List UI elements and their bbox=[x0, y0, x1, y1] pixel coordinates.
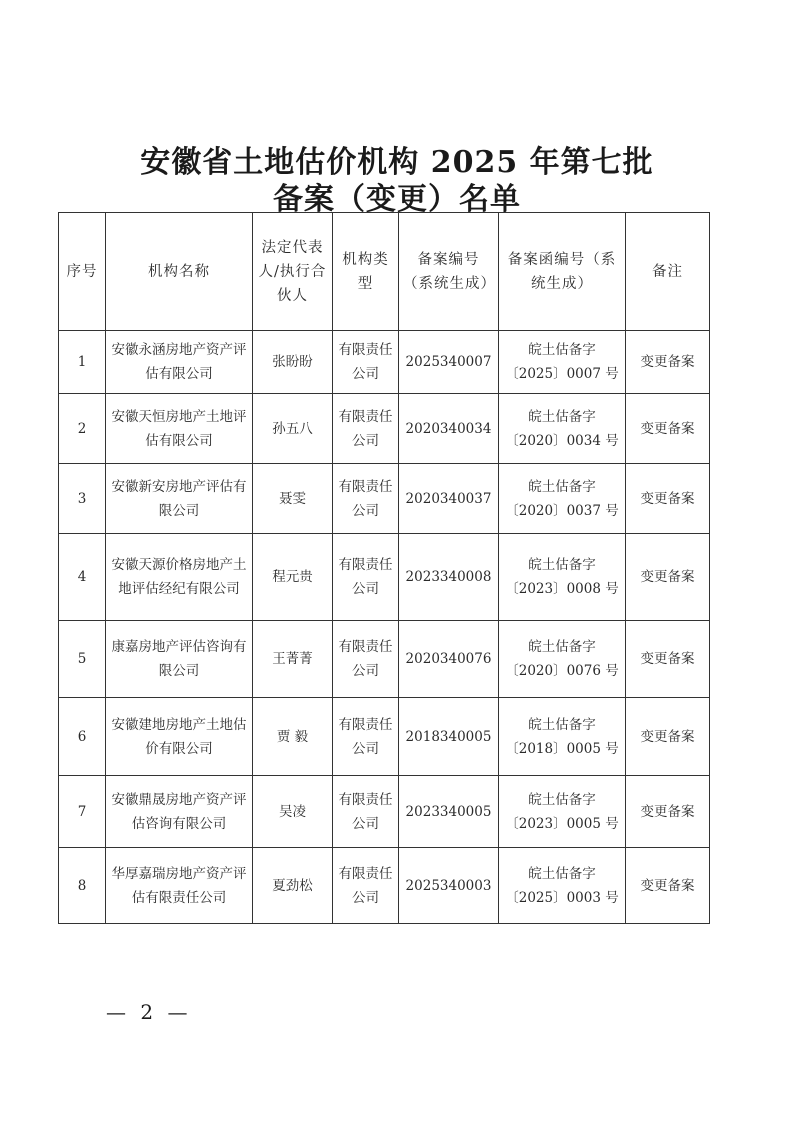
cell-record-code: 2020340076 bbox=[399, 621, 499, 698]
cell-legal-rep: 贾 毅 bbox=[253, 698, 333, 776]
table-row bbox=[59, 464, 710, 534]
cell-letter-code: 皖土估备字〔2023〕0008 号 bbox=[499, 534, 626, 621]
header-no: 序号 bbox=[59, 213, 106, 331]
cell-remark: 变更备案 bbox=[626, 394, 710, 464]
cell-legal-rep: 王菁菁 bbox=[253, 621, 333, 698]
cell-record-code: 2025340003 bbox=[399, 848, 499, 924]
cell-no: 8 bbox=[59, 848, 106, 924]
cell-remark: 变更备案 bbox=[626, 464, 710, 534]
cell-record-code: 2018340005 bbox=[399, 698, 499, 776]
table-row bbox=[59, 534, 710, 621]
cell-remark: 变更备案 bbox=[626, 534, 710, 621]
cell-record-code: 2020340034 bbox=[399, 394, 499, 464]
document-title-line2: 备案（变更）名单 bbox=[273, 182, 521, 217]
cell-letter-code: 皖土估备字〔2020〕0076 号 bbox=[499, 621, 626, 698]
header-org-type: 机构类型 bbox=[333, 213, 399, 331]
cell-letter-code: 皖土估备字〔2023〕0005 号 bbox=[499, 776, 626, 848]
cell-letter-code: 皖土估备字〔2025〕0007 号 bbox=[499, 331, 626, 394]
cell-legal-rep: 孙五八 bbox=[253, 394, 333, 464]
cell-remark: 变更备案 bbox=[626, 331, 710, 394]
cell-no: 4 bbox=[59, 534, 106, 621]
cell-org-type: 有限责任公司 bbox=[333, 698, 399, 776]
cell-record-code: 2020340037 bbox=[399, 464, 499, 534]
cell-no: 3 bbox=[59, 464, 106, 534]
cell-record-code: 2025340007 bbox=[399, 331, 499, 394]
cell-no: 2 bbox=[59, 394, 106, 464]
cell-record-code: 2023340005 bbox=[399, 776, 499, 848]
cell-org-type: 有限责任公司 bbox=[333, 621, 399, 698]
cell-org-type: 有限责任公司 bbox=[333, 464, 399, 534]
cell-org-name: 安徽建地房地产土地估价有限公司 bbox=[106, 698, 253, 776]
cell-remark: 变更备案 bbox=[626, 698, 710, 776]
cell-org-name: 康嘉房地产评估咨询有限公司 bbox=[106, 621, 253, 698]
table-row bbox=[59, 394, 710, 464]
cell-no: 1 bbox=[59, 331, 106, 394]
cell-org-type: 有限责任公司 bbox=[333, 394, 399, 464]
document-title-line1: 安徽省土地估价机构 2025 年第七批 bbox=[140, 145, 654, 180]
cell-org-type: 有限责任公司 bbox=[333, 848, 399, 924]
table-row bbox=[59, 848, 710, 924]
cell-org-name: 华厚嘉瑞房地产资产评估有限责任公司 bbox=[106, 848, 253, 924]
table-row bbox=[59, 776, 710, 848]
cell-legal-rep: 夏劲松 bbox=[253, 848, 333, 924]
cell-org-type: 有限责任公司 bbox=[333, 331, 399, 394]
table-row bbox=[59, 698, 710, 776]
cell-org-name: 安徽永涵房地产资产评估有限公司 bbox=[106, 331, 253, 394]
cell-letter-code: 皖土估备字〔2018〕0005 号 bbox=[499, 698, 626, 776]
cell-remark: 变更备案 bbox=[626, 848, 710, 924]
table-header-row bbox=[59, 213, 710, 331]
header-legal-rep: 法定代表人/执行合伙人 bbox=[253, 213, 333, 331]
header-org-name: 机构名称 bbox=[106, 213, 253, 331]
cell-org-name: 安徽鼎晟房地产资产评估咨询有限公司 bbox=[106, 776, 253, 848]
filing-roster-table bbox=[58, 212, 710, 924]
cell-record-code: 2023340008 bbox=[399, 534, 499, 621]
header-remark: 备注 bbox=[626, 213, 710, 331]
cell-no: 7 bbox=[59, 776, 106, 848]
table-row bbox=[59, 621, 710, 698]
table-row bbox=[59, 331, 710, 394]
cell-remark: 变更备案 bbox=[626, 776, 710, 848]
cell-letter-code: 皖土估备字〔2020〕0034 号 bbox=[499, 394, 626, 464]
cell-legal-rep: 张盼盼 bbox=[253, 331, 333, 394]
cell-org-name: 安徽天恒房地产土地评估有限公司 bbox=[106, 394, 253, 464]
cell-no: 6 bbox=[59, 698, 106, 776]
cell-org-type: 有限责任公司 bbox=[333, 776, 399, 848]
header-letter-code: 备案函编号（系统生成） bbox=[499, 213, 626, 331]
cell-org-type: 有限责任公司 bbox=[333, 534, 399, 621]
cell-org-name: 安徽天源价格房地产土地评估经纪有限公司 bbox=[106, 534, 253, 621]
cell-legal-rep: 程元贵 bbox=[253, 534, 333, 621]
page-number: — 2 — bbox=[106, 1000, 192, 1024]
cell-remark: 变更备案 bbox=[626, 621, 710, 698]
cell-org-name: 安徽新安房地产评估有限公司 bbox=[106, 464, 253, 534]
cell-letter-code: 皖土估备字〔2020〕0037 号 bbox=[499, 464, 626, 534]
cell-legal-rep: 聂雯 bbox=[253, 464, 333, 534]
cell-legal-rep: 吴凌 bbox=[253, 776, 333, 848]
cell-no: 5 bbox=[59, 621, 106, 698]
cell-letter-code: 皖土估备字〔2025〕0003 号 bbox=[499, 848, 626, 924]
header-record-code: 备案编号（系统生成） bbox=[399, 213, 499, 331]
